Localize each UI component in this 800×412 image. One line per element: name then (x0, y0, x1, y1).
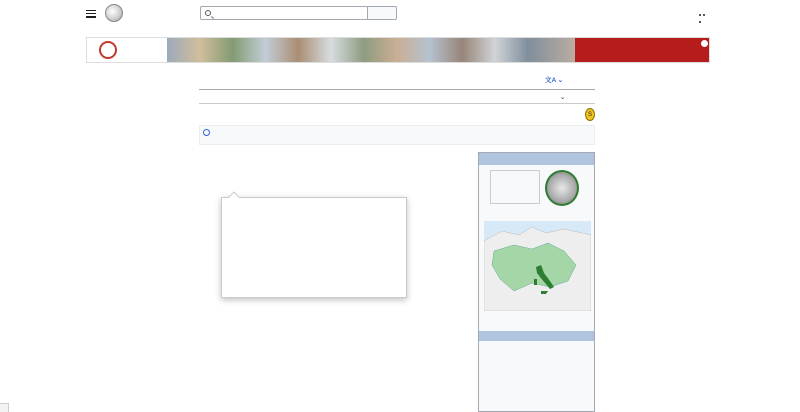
infobox-title (479, 153, 594, 165)
map-caption (482, 313, 593, 321)
popup-pointer (228, 191, 239, 202)
translate-icon: 文A (545, 77, 558, 84)
search-button[interactable] (367, 6, 397, 20)
search-box[interactable] (200, 6, 368, 20)
hamburger-icon[interactable] (86, 8, 96, 18)
tabs-divider (199, 103, 595, 104)
site-header (0, 0, 800, 30)
chevron-down-icon: ⌄ (560, 94, 566, 101)
europe-map (484, 221, 591, 311)
disambiguation-icon (203, 129, 210, 136)
flag-stripe (523, 171, 539, 203)
toc-header (86, 92, 182, 102)
flag-stripe (491, 171, 507, 203)
infobox-section-header (479, 331, 595, 341)
wiki-loves-monuments-logo (99, 41, 117, 59)
wikipedia-globe-logo[interactable] (105, 4, 123, 22)
appearance-panel (612, 92, 712, 104)
emblem-image[interactable] (545, 170, 579, 206)
table-of-contents (86, 92, 182, 102)
close-icon[interactable] (701, 40, 708, 47)
campaign-banner[interactable] (86, 37, 710, 63)
banner-photo-strip (167, 38, 577, 63)
search-input[interactable] (214, 7, 364, 19)
flag-stripe (507, 171, 523, 203)
link-preview-popup[interactable] (221, 197, 407, 298)
more-icon[interactable] (699, 11, 709, 14)
status-bar-url (0, 403, 9, 412)
tab-strumenti[interactable] (560, 93, 565, 101)
title-divider (199, 89, 595, 90)
flag-image[interactable] (490, 170, 540, 204)
infobox (478, 152, 595, 412)
banner-cta[interactable] (575, 38, 710, 63)
languages-button[interactable] (545, 75, 563, 84)
search-icon (205, 10, 211, 16)
chevron-down-icon: ⌄ (557, 77, 564, 84)
featured-article-icon[interactable]: S (585, 108, 595, 121)
disambiguation-hatnote (199, 125, 595, 145)
appearance-header (612, 92, 712, 104)
user-links (677, 9, 692, 16)
locator-map[interactable] (484, 221, 591, 311)
